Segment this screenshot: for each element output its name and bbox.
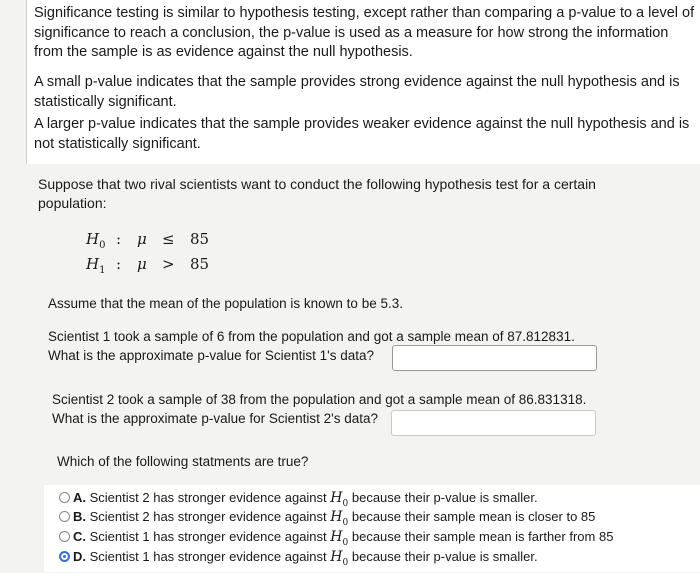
- intro-paragraph-2: A small p-value indicates that the sample provides strong evidence against the null hypothesis and is statistically significant.: [34, 74, 680, 110]
- scientist-2-pvalue-input[interactable]: [391, 410, 596, 436]
- scientist-1-pvalue-input[interactable]: [392, 345, 597, 371]
- h0-symbol: $H_0$: [86, 230, 106, 251]
- problem-setup: Suppose that two rival scientists want to conduct the following hypothesis test for a certain population:: [38, 176, 596, 211]
- h0-param: μ: [137, 230, 147, 248]
- scientist-2-question: Scientist 2 took a sample of 38 from the population and got a sample mean of 86.831318. What is the approximate p-value for Scientist 2's data?: [52, 392, 587, 426]
- intro-paragraph-3: A larger p-value indicates that the sample provides weaker evidence against the null hypothesis and is not statistically significant.: [34, 116, 690, 152]
- h0-symbol: $H_0$: [330, 509, 349, 528]
- h0-value: 85: [190, 230, 210, 248]
- radio-d[interactable]: [59, 551, 70, 562]
- h1-param: μ: [137, 255, 147, 273]
- h0-symbol: $H_0$: [330, 490, 349, 509]
- choice-d[interactable]: D. Scientist 1 has stronger evidence against $H_0$ because their p-value is smaller.: [59, 547, 538, 566]
- h0-symbol: $H_0$: [330, 529, 349, 548]
- intro-paragraph-1: Significance testing is similar to hypothesis testing, except rather than comparing a p-value to a level of significance to reach a conclusion, the p-value is used as a measure for how strong the information from the sample is as evidence against the null hypothesis.: [34, 5, 695, 60]
- radio-c[interactable]: [59, 531, 70, 542]
- h1-symbol: $H_1$: [86, 255, 106, 276]
- radio-a[interactable]: [59, 492, 70, 503]
- choice-a[interactable]: A. Scientist 2 has stronger evidence against $H_0$ because their p-value is smaller.: [59, 488, 538, 507]
- assumption-text: Assume that the mean of the population is known to be 5.3.: [48, 296, 403, 311]
- choice-c[interactable]: C. Scientist 1 has stronger evidence against $H_0$ because their sample mean is farther from 85: [59, 527, 613, 546]
- choice-b[interactable]: B. Scientist 2 has stronger evidence against $H_0$ because their sample mean is closer to 85: [59, 507, 595, 526]
- h0-symbol: $H_0$: [330, 549, 349, 568]
- radio-b[interactable]: [59, 511, 70, 522]
- h0-operator: ≤: [162, 230, 175, 248]
- choice-list: [44, 485, 700, 572]
- statements-question: Which of the following statments are true?: [57, 454, 309, 469]
- h1-value: 85: [190, 255, 210, 273]
- scientist-1-question: Scientist 1 took a sample of 6 from the population and got a sample mean of 87.812831. What is the approximate p-value for Scientist 1's data?: [48, 329, 575, 363]
- h1-operator: >: [162, 255, 175, 273]
